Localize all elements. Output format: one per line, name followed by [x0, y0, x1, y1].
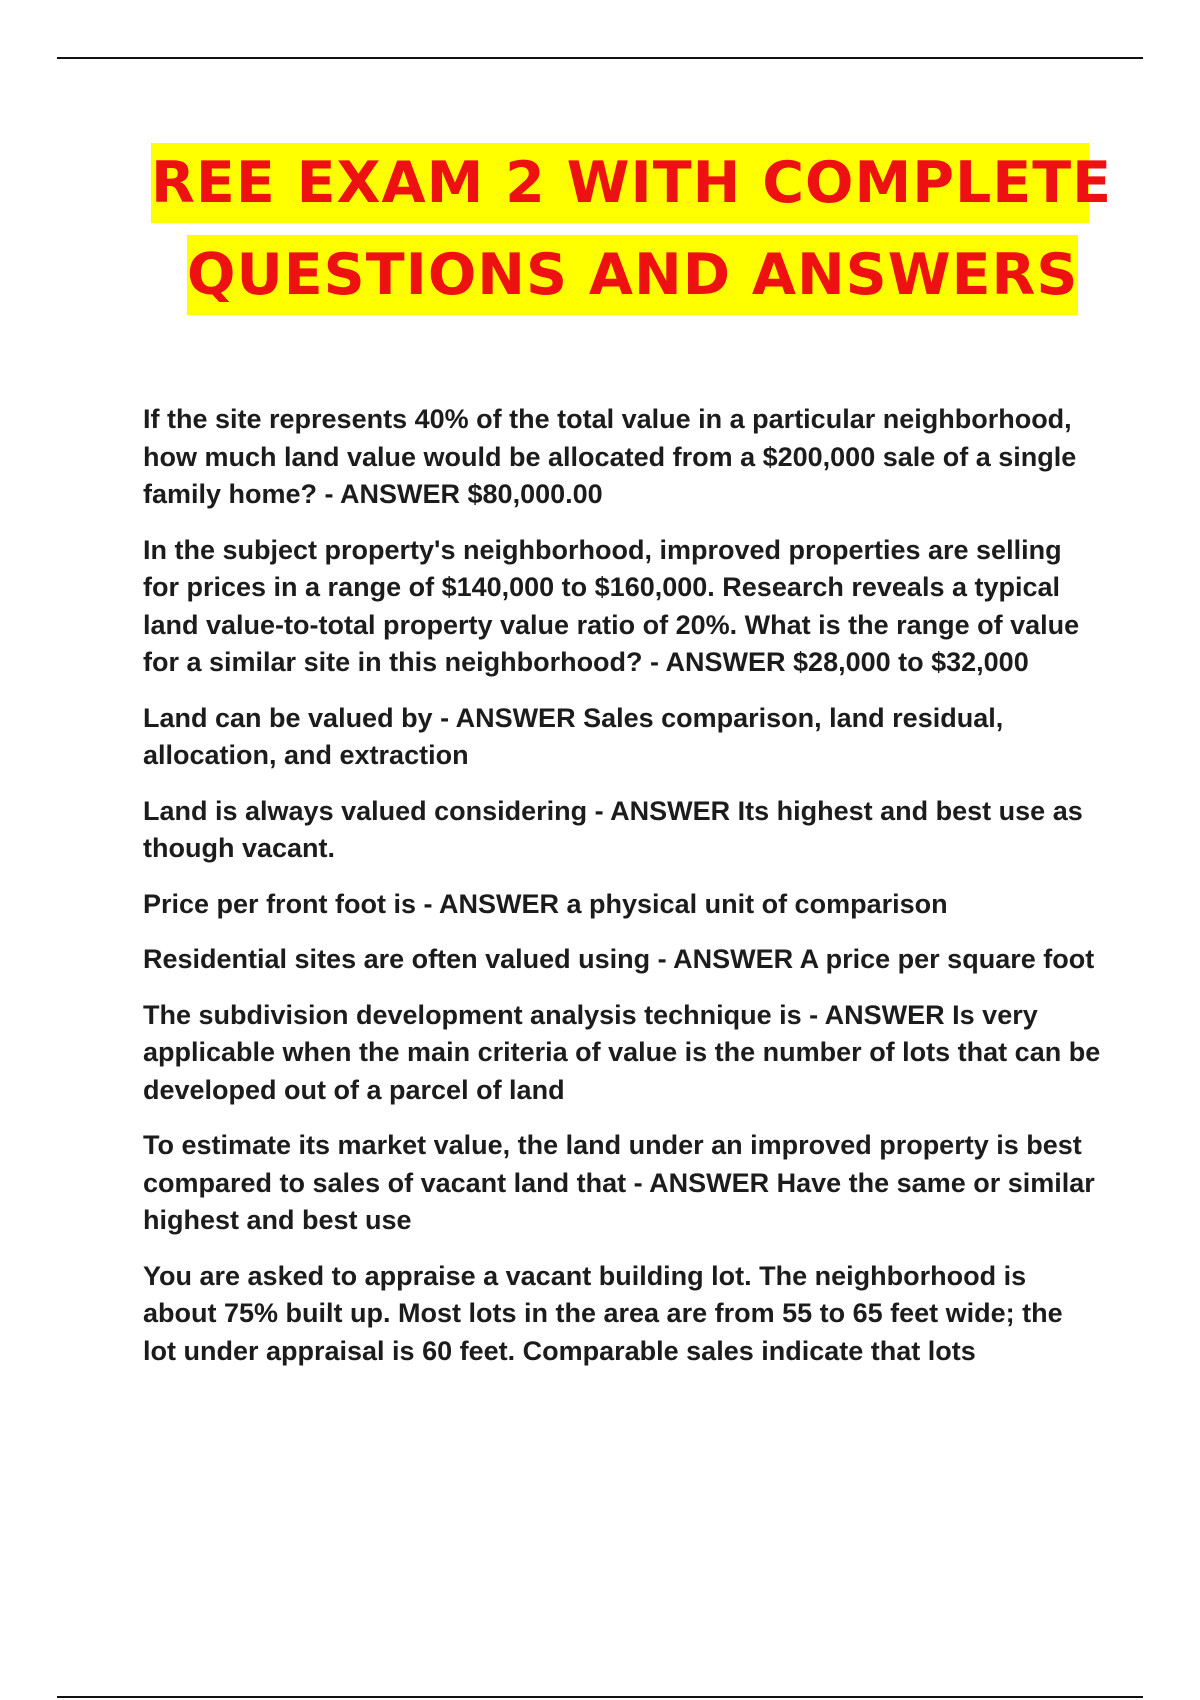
- qa-item-8: To estimate its market value, the land under an improved property is best compared to sales of vacant land that - ANSWER Have the same or similar highest and best use: [143, 1130, 1095, 1235]
- qa-item-9: You are asked to appraise a vacant building lot. The neighborhood is about 75% built up. Most lots in the area are from 55 to 65 feet wide; the lot under appraisal is 60 feet. Comparable sales indicate that lots: [143, 1260, 1063, 1366]
- title-line-1: REE EXAM 2 WITH COMPLETE: [151, 143, 1089, 223]
- qa-item-1: If the site represents 40% of the total value in a particular neighborhood, how much land value would be allocated from a $200,000 sale of a single family home? - ANSWER $80,000.00: [143, 404, 1077, 509]
- qa-item-6: Residential sites are often valued using - ANSWER A price per square foot: [143, 944, 1095, 974]
- qa-item-4: Land is always valued considering - ANSWER Its highest and best use as though vacant.: [143, 795, 1083, 863]
- qa-item-5: Price per front foot is - ANSWER a physical unit of comparison: [143, 888, 948, 919]
- qa-list: [143, 401, 1103, 1388]
- qa-item-2: In the subject property's neighborhood, improved properties are selling for prices in a range of $140,000 to $160,000. Research reveals a typical land value-to-total property value ratio of 20%. What is the range of value for a similar site in this neighborhood? - ANSWER $28,000 to $32,000: [143, 534, 1080, 677]
- qa-item-7: The subdivision development analysis technique is - ANSWER Is very applicable when the main criteria of value is the number of lots that can be developed out of a parcel of land: [143, 999, 1101, 1105]
- top-rule: [57, 57, 1143, 59]
- title-line-2: QUESTIONS AND ANSWERS: [187, 235, 1078, 315]
- bottom-rule: [57, 1696, 1143, 1698]
- qa-item-3: Land can be valued by - ANSWER Sales comparison, land residual, allocation, and extraction: [143, 702, 1004, 770]
